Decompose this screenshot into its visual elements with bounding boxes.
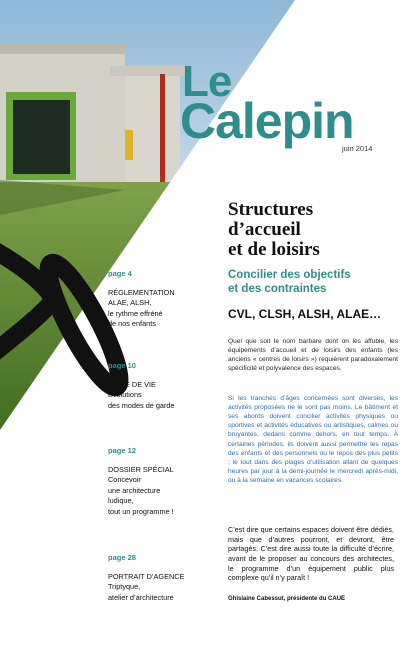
toc-entry[interactable] — [108, 446, 218, 517]
toc-line: une architecture — [108, 485, 161, 495]
editorial-signature: Ghislaine Cabessut, présidente du CAUE — [228, 596, 346, 602]
article-subtitle — [228, 268, 351, 296]
toc-line: Triptyque, — [108, 582, 141, 591]
toc-entry[interactable] — [108, 553, 218, 603]
magazine-logo-line2: Calepin — [180, 93, 354, 149]
toc-line: des modes de garde — [108, 400, 175, 410]
toc-line: ludique, — [108, 496, 134, 505]
magazine-logo-line1: Le — [182, 57, 232, 106]
toc-entry[interactable] — [108, 269, 218, 330]
article-title-line: d’accueil — [228, 219, 301, 240]
toc-line: ALAE, ALSH, — [108, 298, 152, 307]
article-title-line: et de loisirs — [228, 239, 320, 260]
article-title-line: Structures — [228, 199, 314, 220]
toc-page-number: page 12 — [108, 446, 136, 455]
toc-line: DOSSIER SPÉCIAL — [108, 464, 174, 474]
toc-page-number: page 4 — [108, 269, 132, 278]
article-subtitle-line: et des contraintes — [228, 283, 327, 295]
toc-line: RÉGLEMENTATION — [108, 287, 175, 297]
intro-paragraph: Quel que soit le nom barbare dont on les affuble, les équipements d’accueil et de loisirs des enfants (les anciens « centres de loisirs ») requièrent paradoxalement spécificité et polyvalence des espaces. — [228, 337, 398, 373]
toc-line: de nos enfants — [108, 319, 156, 328]
article-subtitle-line: Concilier des objectifs — [228, 269, 351, 281]
body-paragraph: Si les tranches d’âges concernées sont diverses, les activités proposées ne le sont pas moins. Le bâtiment et ses abords doivent concilier activités physiques ou sportives et activités éducatives ou artistiques, calmes ou bruyantes, dedans comme dehors, en tout temps. À certaines périodes, ils doivent aussi permettre les repas des enfants et des personnels ou le repos des plus petits ; le tout dans des plages d’utilisation allant de quelques heures par jour à la demi-journée le mercredi après-midi, ou à la semaine en vacances scolaires. — [228, 394, 398, 485]
closing-paragraph: C’est dire que certains espaces doivent être dédiés, mais que d’autres pourront, et devront, être partagés. C’est dire aussi toute la difficulté d’écrire, avant de le proposer au concours des architectes, le programme d’un équipement public plus complexe qu’il n’y paraît ! — [228, 525, 394, 583]
article-kicker: CVL, CLSH, ALSH, ALAE… — [228, 307, 382, 321]
toc-line: atelier d’architecture — [108, 592, 174, 602]
article-title — [228, 200, 320, 260]
toc-line: MODE DE VIE — [108, 379, 156, 389]
toc-line: tout un programme ! — [108, 506, 174, 516]
toc-page-number: page 10 — [108, 361, 136, 370]
toc-line: PORTRAIT D’AGENCE — [108, 571, 185, 581]
toc-entry[interactable] — [108, 361, 218, 411]
toc-page-number: page 28 — [108, 553, 136, 562]
issue-date: juin 2014 — [342, 144, 373, 153]
toc-line: le rythme effréné — [108, 308, 163, 318]
toc-line: Évolutions — [108, 390, 142, 399]
toc-line: Concevoir — [108, 475, 141, 484]
